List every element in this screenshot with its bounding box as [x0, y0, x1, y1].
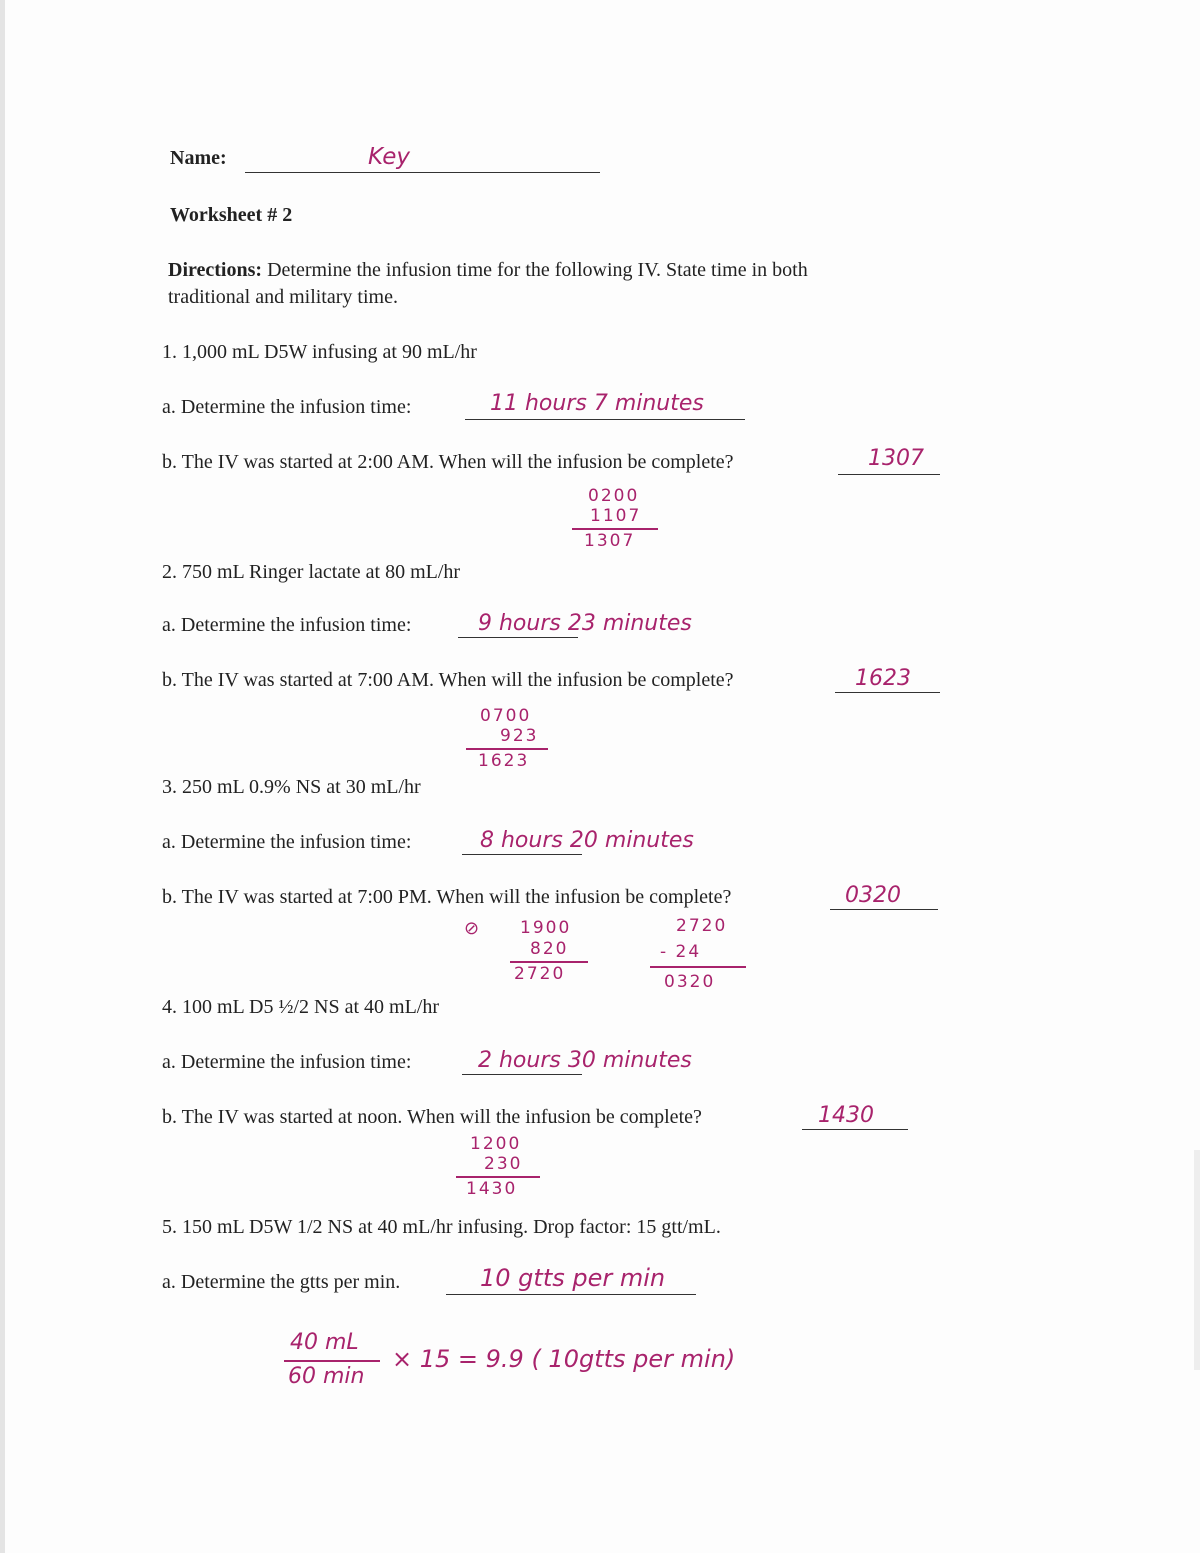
question-4-work-rule: [456, 1176, 540, 1178]
question-1-work-line-3: 1307: [584, 531, 636, 551]
question-2a-blank: [458, 637, 578, 638]
question-4a-answer: 2 hours 30 minutes: [478, 1048, 692, 1073]
question-3-work2-line-3: 0320: [664, 972, 716, 992]
question-1-work-rule: [572, 528, 658, 530]
directions-line-2: traditional and military time.: [168, 286, 398, 308]
worksheet-title: Worksheet # 2: [170, 204, 293, 226]
formula-result: × 15 = 9.9 ( 10gtts per min): [392, 1345, 736, 1373]
question-5a-label: a. Determine the gtts per min.: [162, 1271, 401, 1293]
question-2b-answer: 1623: [855, 666, 911, 691]
question-2-work-line-3: 1623: [478, 751, 530, 771]
formula-numerator: 40 mL: [290, 1330, 359, 1355]
question-1a-label: a. Determine the infusion time:: [162, 396, 412, 418]
question-2b-blank: [835, 692, 940, 693]
question-5a-blank: [446, 1294, 696, 1295]
formula-fraction-bar: [284, 1360, 380, 1362]
question-4b-answer: 1430: [818, 1103, 874, 1128]
scan-edge-right: [1194, 1150, 1200, 1370]
question-3-work2-line-1: 2720: [676, 916, 728, 936]
question-1a-answer: 11 hours 7 minutes: [490, 391, 704, 416]
question-5-prompt: 5. 150 mL D5W 1/2 NS at 40 mL/hr infusing. Drop factor: 15 gtt/mL.: [162, 1216, 721, 1238]
directions-line-1: [168, 258, 808, 282]
question-4-work-line-2: 230: [484, 1154, 523, 1174]
question-1b-answer: 1307: [868, 446, 924, 471]
scan-edge-left: [0, 0, 5, 1553]
question-3a-blank: [462, 854, 582, 855]
question-3-work-line-2: 820: [530, 939, 569, 959]
question-1b-blank: [838, 474, 940, 475]
question-4-work-line-3: 1430: [466, 1179, 518, 1199]
question-2-work-rule: [466, 748, 548, 750]
name-blank: [245, 172, 600, 173]
question-4-prompt: 4. 100 mL D5 ½/2 NS at 40 mL/hr: [162, 996, 440, 1018]
directions-label: Directions:: [168, 259, 263, 281]
question-4b-blank: [802, 1129, 908, 1130]
question-3-work-rule: [510, 961, 588, 963]
name-label: Name:: [170, 147, 227, 169]
question-4-work-line-1: 1200: [470, 1134, 522, 1154]
question-2b-label: b. The IV was started at 7:00 AM. When will the infusion be complete?: [162, 669, 734, 691]
question-1-work-line-2: 1107: [590, 506, 642, 526]
question-1-prompt: 1. 1,000 mL D5W infusing at 90 mL/hr: [162, 341, 477, 363]
question-4a-label: a. Determine the infusion time:: [162, 1051, 412, 1073]
question-2-prompt: 2. 750 mL Ringer lactate at 80 mL/hr: [162, 561, 461, 583]
question-3-prompt: 3. 250 mL 0.9% NS at 30 mL/hr: [162, 776, 421, 798]
question-2-work-line-2: 923: [500, 726, 539, 746]
question-3b-label: b. The IV was started at 7:00 PM. When will the infusion be complete?: [162, 886, 732, 908]
scribble-mark: ⊘: [464, 918, 480, 939]
question-3b-answer: 0320: [845, 883, 901, 908]
question-4b-label: b. The IV was started at noon. When will the infusion be complete?: [162, 1106, 702, 1128]
question-3a-answer: 8 hours 20 minutes: [480, 828, 694, 853]
question-2a-label: a. Determine the infusion time:: [162, 614, 412, 636]
question-5a-answer: 10 gtts per min: [480, 1264, 666, 1292]
question-1b-label: b. The IV was started at 2:00 AM. When will the infusion be complete?: [162, 451, 734, 473]
question-3-work2-rule: [650, 966, 746, 968]
question-2-work-line-1: 0700: [480, 706, 532, 726]
question-2a-answer: 9 hours 23 minutes: [478, 611, 692, 636]
directions-text-1: Determine the infusion time for the following IV. State time in both: [267, 259, 808, 281]
question-3b-blank: [830, 909, 938, 910]
question-3-work-line-3: 2720: [514, 964, 566, 984]
name-answer: Key: [368, 144, 411, 170]
question-3a-label: a. Determine the infusion time:: [162, 831, 412, 853]
question-3-work2-line-2: - 24: [660, 942, 702, 962]
question-1-work-line-1: 0200: [588, 486, 640, 506]
question-1a-blank: [465, 419, 745, 420]
question-4a-blank: [462, 1074, 582, 1075]
formula-denominator: 60 min: [288, 1364, 365, 1389]
question-3-work-line-1: 1900: [520, 918, 572, 938]
